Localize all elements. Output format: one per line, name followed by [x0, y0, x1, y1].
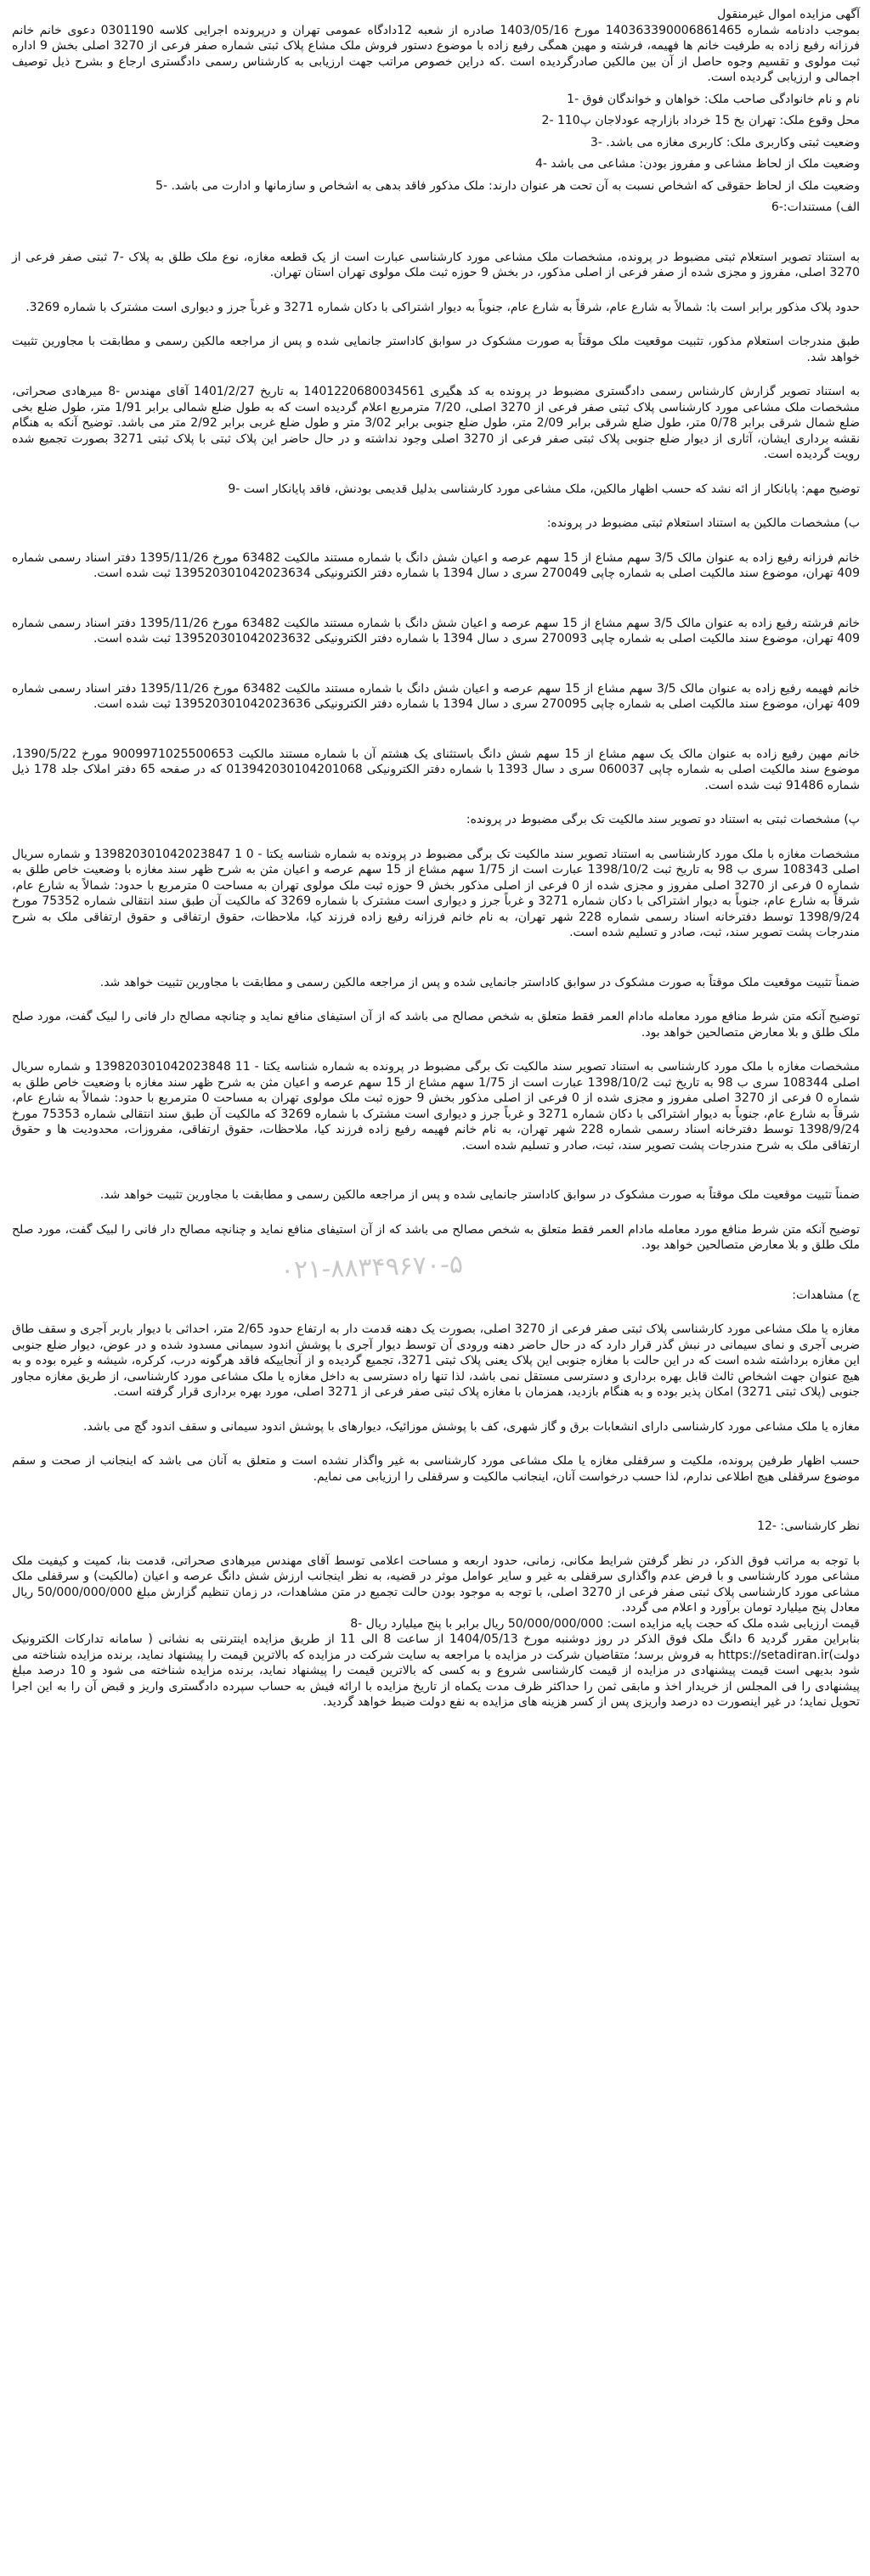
- owner-farzaneh: خانم فرزانه رفیع زاده به عنوان مالک 3/5 سهم مشاع از 15 سهم عرصه و اعیان شش دانگ با شماره مستند مالکیت 63482 مورخ 1395/11/26 دفتر اسناد رسمی شماره 409 تهران، موضوع سند مالکیت اصلی به شماره چاپی 270049 سری د سال 1394 با شماره دفتر الکترونیکی 139520301042023634 ثبت شده است.: [12, 550, 860, 580]
- observation-one: مغازه یا ملک مشاعی مورد کارشناسی پلاک ثبتی صفر فرعی از 3270 اصلی، بصورت یک دهنه قدمت دار به ارتفاع حدود 2/65 متر، احداثی با دیوار باربر آجری و سقف طاق ضربی آجری و نمای سیمانی در نبش گذر قرار دارد که در حال حاضر دهنه ورودی آن توسط دیوار آجری با پوشش اندود سیمانی مسدود شده و در عوض، دیوار ضلع جنوبی این مغازه برداشته شده است که در این حالت با مغازه جنوبی این پلاک یعنی پلاک ثبتی 3271، تجمیع گردیده و از آنجاییکه فاقد هرگونه درب، کرکره، شیشه و غیره بوده و به هیچ عنوان جهت اشخاص ثالث قابل بهره برداری و دسترسی مستقل نمی باشد، لذا تنها راه دسترسی به داخل مغازه یا ملک مشاعی مورد کارشناسی، از طریق مغازه مجاور جنوبی (پلاک ثبتی 3271) امکان پذیر بوده و به هنگام بازدید، همزمان با مغازه پلاک ثبتی صفر فرعی از 3271 اصلی، مورد بهره برداری قرار گرفته است.: [12, 1322, 860, 1399]
- expert-opinion: با توجه به مراتب فوق الذکر، در نظر گرفتن شرایط مکانی، زمانی، حدود اربعه و مساحت اعلامی توسط آقای مهندس میرهادی صحراتی، قدمت بنا، کمیت و کیفیت ملک مشاعی مورد کارشناسی و با فرض عدم واگذاری سرقفلی به غیر و سایر عوامل موثر در قضیه، به نظر اینجانب ارزش شش دانگ عرصه و اعیان (مالکیت) و سرقفلی ملک مشاعی مورد کارشناسی پلاک ثبتی صفر فرعی از 3270 اصلی، با توجه به موجود بودن حالت تجمیع در متن مشاهدات، در زمان تنظیم گزارش مبلغ 50/000/000/000 ریال معادل پنج میلیارد تومان برآورد و اعلام می گردد.: [12, 1553, 861, 1615]
- observation-three: حسب اظهار طرفین پرونده، ملکیت و سرقفلی مغازه یا ملک مشاعی مورد کارشناسی به غیر واگذار نشده است و متعلق به آنان می باشد که اینجانب از صحت و سقم موضوع سرقفلی هیچ اطلاعی ندارم، لذا حسب درخواست آنان، اینجانب مالکیت و سرقفلی را ارزیابی می نمایم.: [12, 1454, 860, 1484]
- expert-opinion-heading: نظر کارشناسی: -12: [757, 1519, 860, 1533]
- auction-details: بنابراین مقرر گردید 6 دانگ ملک فوق الذکر در روز دوشنبه مورخ 1404/05/13 از ساعت 8 الی 11 از طریق مزایده اینترنتی به نشانی ( سامانه تدارکات الکترونیک دولت)https://setadiran.ir به فروش برسد؛ متقاضیان شرکت در مزایده با مراجعه به سایت شرکت در مزایده که بالاترین قیمت را پیشنهاد نماید، برنده مزایده شناخته می شود بدیهی است قیمت پیشنهادی در مزایده از قیمت کارشناسی شروع و به کسی که بالاترین قیمت را پیشنهاد نماید، برنده مزایده شناخته می شود و 10 درصد مبلغ پیشنهادی را فی المجلس از خریدار اخذ و مابقی ثمن را حداکثر ظرف مدت یکماه از تاریخ مزایده با ارائه فیش به حساب سپرده دادگستری واریز و قبض آن را به این اجرا تحویل نماید؛ در غیر اینصورت ده درصد واریزی پس از کسر هزینه های مزایده به نفع دولت ضبط خواهد گردید.: [12, 1632, 860, 1709]
- intro-paragraph: بموجب دادنامه شماره 140363390006861465 مورخ 1403/05/16 صادره از شعبه 12دادگاه عمومی تهران و درپرونده اجرایی کلاسه 0301190 دعوی خانم خانم فرزانه رفیع زاده به طرفیت خانم ها فهیمه، فرشته و مهین همگی رفیع زاده با موضوع دستور فروش ملک مشاع پلاک ثبتی شماره صفر فرعی از 3270 اصلی بخش 9 اداره ثبت مولوی و تقسیم وجوه حاصل از آن بین مالکین صادرگردیده است .که دراین خصوص مراتب جهت ارزیابی به کارشناس رسمی دادگستری ارجاع و بشرح ذیل توصیف اجمالی و ارزیابی گردیده است.: [12, 23, 861, 84]
- registry-paragraph: به استناد تصویر استعلام ثبتی مضبوط در پرونده، مشخصات ملک مشاعی مورد کارشناسی عبارت است از یک قطعه مغازه، نوع ملک طلق به پلاک -7 ثبتی صفر فرعی از 3270 اصلی، مفروز و مجزی شده از صفر فرعی از اصلی مذکور، در بخش 9 حوزه ثبت ملک مولوی تهران استان تهران.: [12, 250, 860, 279]
- item-documents: الف) مستندات:-6: [771, 200, 860, 214]
- condition-note-two: توضیح آنکه متن شرط منافع مورد معامله مادام العمر فقط متعلق به شخص مصالح می باشد که از آن استیفای منافع نماید و چنانچه مصالح دار فانی را لبیک گفت، مورد صلح ملک طلق و بلا معارض متصالحین خواهد بود.: [12, 1222, 860, 1252]
- phone-watermark: ۰۲۱-۸۸۳۴۹۶۷۰-۵: [280, 1249, 464, 1286]
- cadastre-note-two: ضمناً تثبیت موقعیت ملک موقتاً به صورت مشکوک در سوابق کاداستر جانمایی شده و پس از مراجعه مالکین رسمی و مطابقت با مجاورین تثبیت خواهد شد.: [99, 1188, 860, 1202]
- item-legal-status: وضعیت ملک از لحاظ حقوقی که اشخاص نسبت به آن تحت هر عنوان دارند: ملک مذکور فاقد بدهی به اشخاص و سازمانها و ادارت می باشد. -5: [155, 178, 860, 193]
- item-owner-name: نام و نام خانوادگی صاحب ملک: خواهان و خواندگان فوق -1: [567, 92, 860, 106]
- important-note: توضیح مهم: پابانکار از ائه نشد که حسب اظهار مالکین، ملک مشاعی مورد کارشناسی بدلیل قدیمی بودنش، فاقد پایانکار است -9: [228, 482, 860, 496]
- cadastre-note-one: ضمناً تثبیت موقعیت ملک موقتاً به صورت مشکوک در سوابق کاداستر جانمایی شده و پس از مراجعه مالکین رسمی و مطابقت با مجاورین تثبیت خواهد شد.: [99, 975, 860, 989]
- inquiry-paragraph: طبق مندرجات استعلام مذکور، تثبیت موقعیت ملک موقتاً به صورت مشکوک در سوابق کاداستر جانمایی شده و پس از مراجعه مالکین رسمی و مطابقت با مجاورین تثبیت خواهد شد.: [12, 335, 860, 364]
- deed-heading: پ) مشخصات ثبتی به استناد دو تصویر سند مالکیت تک برگی مضبوط در پرونده:: [466, 813, 860, 826]
- item-location: محل وقوع ملک: تهران بخ 15 خرداد بازارچه عودلاجان پ110 -2: [541, 114, 860, 127]
- observations-heading: ج) مشاهدات:: [792, 1288, 860, 1302]
- surveyor-report-paragraph: به استناد تصویر گزارش کارشناس رسمی دادگستری مضبوط در پرونده به کد هگیری 1401220680034561 به تاریخ 1401/2/27 آقای مهندس -8 میرهادی صحراتی، مشخصات ملک مشاعی مورد کارشناسی پلاک ثبتی صفر فرعی از 3270 اصلی، 7/20 مترمربع اعلام گردیده است که به طول ضلع شمالی برابر 1/91 متر، طول ضلع بخی ضلع شمال شرقی برابر 0/78 متر، طول ضلع شرقی برابر 2/09 متر، طول ضلع جنوبی برابر 3/02 متر و طول ضلع غربی برابر 2/92 متر می باشد. توضیح آنکه به هنگام نقشه برداری ایشان، آثاری از دیوار ضلع جنوبی پلاک ثبتی صفر فرعی از 3270 اصلی وجود نداشته و در حال حاضر این پلاک ثبتی با پلاک ثبتی 3271 بصورت تجمیع شده رویت گردیده است.: [12, 385, 861, 461]
- deed-two-paragraph: مشخصات مغازه با ملک مورد کارشناسی به استناد تصویر سند مالکیت تک برگی مضبوط در پرونده به شماره شناسه یکتا - 11 139820301042023848 و شماره سریال اصلی 108344 سری ب 98 به تاریخ ثبت 1398/10/2 عبارت است از 1/75 سهم مشاع از 15 سهم عرصه و اعیان مثن به شرح ظهر سند مغازه با وضعیت خاص طلق به شماره 0 فرعی از 3270 اصلی مفروز و مجزی شده از 0 فرعی از اصلی مذکور بخش 9 حوزه ثبت ملک مولوی تهران به مساحت 0 مترمربع با حدود: شمالاً به شارع عام، شرقاً به شارع عام، جنوباً به دیوار اشتراکی با دکان شماره 3271 و غرباً جرز و دیواری است مشترک با شماره 3269 که مالکیت آن طبق سند انتقالی شماره 75353 مورخ 1398/9/24 توسط دفترخانه اسناد رسمی شماره 228 شهر تهران، به نام خانم فهیمه رفیع زاده فرزند کیا، ملاحظات، حقوق ارتفاقی، مفروزات، محدودیت ها و حقوق ارتفاقی ملک به شرح مندرجات پشت تصویر سند، ثبت، صادر و تسلیم شده است.: [12, 1060, 861, 1153]
- base-price: قیمت ارزیابی شده ملک که حجت پایه مزایده است: 50/000/000/000 ریال برابر با پنج میلیارد ریال -8: [350, 1616, 860, 1631]
- deed-one-paragraph: مشخصات مغازه با ملک مورد کارشناسی به استناد تصویر سند مالکیت تک برگی مضبوط در پرونده به شماره شناسه یکتا - 0 1 139820301042023847 و شماره سریال اصلی 108343 سری ب 98 به تاریخ ثبت 1398/10/2 عبارت است از 1/75 سهم مشاع از 15 سهم عرصه و اعیان مثن به شرح ظهر سند مغازه با وضعیت خاص طلق به شماره 0 فرعی از 3270 اصلی مفروز و مجزی شده از 0 فرعی از اصلی مذکور بخش 9 حوزه ثبت ملک مولوی تهران به مساحت 0 مترمربع با حدود: شمالاً به شارع عام، شرقاً به شارع عام، جنوباً به دیوار اشتراکی با دکان شماره 3271 و غرباً جرز و دیواری است مشترک با شماره 3269 که مالکیت آن طبق سند انتقالی شماره 75352 مورخ 1398/9/24 توسط دفترخانه اسناد رسمی شماره 228 شهر تهران، به نام خانم فرزانه رفیع زاده فرزند کیا، ملاحظات، حقوق ارتفاقی و حقوق ارتفاقی ملک به شرح مندرجات پشت تصویر سند، ثبت، صادر و تسلیم شده است.: [12, 847, 860, 939]
- item-shared-status: وضعیت ملک از لحاظ مشاعی و مفروز بودن: مشاعی می باشد -4: [534, 157, 860, 171]
- owner-mahin: خانم مهین رفیع زاده به عنوان مالک یک سهم مشاع از 15 سهم شش دانگ باستثنای یک هشتم آن با شماره مستند مالکیت 9009971025500653 مورخ 1390/5/22، موضوع سند مالکیت اصلی به شماره چاپی 060037 سری د سال 1393 با شماره دفتر الکترونیکی 013942030104201068 که در صفحه 65 دفتر املاک جلد 178 ذیل شماره 91486 ثبت شده است.: [12, 747, 860, 792]
- borders-paragraph: حدود پلاک مذکور برابر است با: شمالاً به شارع عام، شرقاً به شارع عام، جنوباً به دیوار اشتراکی با دکان شماره 3271 و غرباً جرز و دیواری است مشترک با شماره 3269.: [25, 300, 860, 314]
- owners-heading: ب) مشخصات مالکین به استناد استعلام ثبتی مضبوط در پرونده:: [546, 516, 860, 530]
- observation-two: مغازه یا ملک مشاعی مورد کارشناسی دارای انشعابات برق و گاز شهری، کف با پوشش موزائیک، دیوارهای با پوشش اندود سیمانی و سقف اندود گچ می باشد.: [83, 1419, 860, 1434]
- condition-note-one: توضیح آنکه متن شرط منافع مورد معامله مادام العمر فقط متعلق به شخص مصالح می باشد که از آن استیفای منافع نماید و چنانچه مصالح دار فانی را لبیک گفت، مورد صلح ملک طلق و بلا معارض متصالحین خواهد بود.: [12, 1010, 860, 1040]
- owner-fereshteh: خانم فرشته رفیع زاده به عنوان مالک 3/5 سهم مشاع از 15 سهم عرصه و اعیان شش دانگ با شماره مستند مالکیت 63482 مورخ 1395/11/26 دفتر اسناد رسمی شماره 409 تهران، موضوع سند مالکیت اصلی به شماره چاپی 270093 سری د سال 1394 با شماره دفتر الکترونیکی 139520301042023632 ثبت شده است.: [12, 616, 861, 645]
- owner-fahimeh: خانم فهیمه رفیع زاده به عنوان مالک 3/5 سهم مشاع از 15 سهم عرصه و اعیان شش دانگ با شماره مستند مالکیت 63482 مورخ 1395/11/26 دفتر اسناد رسمی شماره 409 تهران، موضوع سند مالکیت اصلی به شماره چاپی 270095 سری د سال 1394 با شماره دفتر الکترونیکی 139520301042023636 ثبت شده است.: [12, 681, 860, 711]
- notice-title: آگهی مزایده اموال غیرمنقول: [717, 8, 860, 21]
- item-registration: وضعیت ثبتی وکاربری ملک: کاربری مغازه می باشد. -3: [590, 135, 860, 149]
